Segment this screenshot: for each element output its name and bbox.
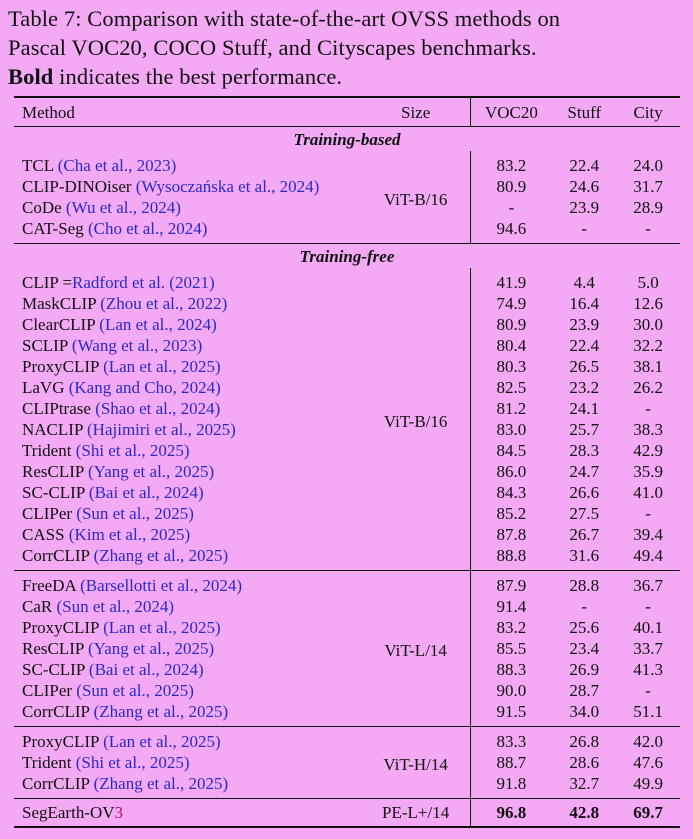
stuff-value: - (581, 597, 588, 616)
city-value: 5.0 (637, 273, 659, 292)
citation-link[interactable]: (Cha et al., 2023) (57, 156, 177, 175)
city-value: 35.9 (633, 462, 663, 481)
size-cell: ViT-H/14 (362, 727, 470, 799)
table-row (14, 680, 680, 701)
method-name: CorrCLIP (22, 702, 94, 721)
method-cell (14, 773, 362, 799)
citation-link[interactable]: (Cho et al., 2024) (87, 219, 208, 238)
method-cell (14, 293, 362, 314)
city-value: 36.7 (616, 571, 680, 597)
table-row (14, 440, 680, 461)
stuff-value: 25.7 (569, 420, 600, 439)
table-row (14, 503, 680, 524)
stuff-value: 42.8 (552, 799, 616, 828)
citation-link[interactable]: (Lan et al., 2024) (99, 315, 217, 334)
city-value: 24.0 (633, 156, 663, 175)
stuff-value: 31.6 (569, 546, 600, 565)
stuff-value: 23.9 (569, 315, 600, 334)
method-cell (14, 314, 362, 335)
ours-row (14, 799, 680, 828)
stuff-value: 28.3 (569, 441, 600, 460)
table-row (14, 356, 680, 377)
city-value: 33.7 (633, 639, 663, 658)
city-value: 30.0 (633, 315, 663, 334)
caption-line-1: Table 7: Comparison with state-of-the-art OVSS methods on (8, 6, 561, 31)
city-value: 42.0 (616, 727, 680, 753)
stuff-value: 32.7 (569, 774, 600, 793)
table-row (14, 524, 680, 545)
citation-link[interactable]: (Zhang et al., 2025) (93, 702, 229, 721)
method-cell (14, 503, 362, 524)
table-header-row (14, 97, 680, 127)
method-name: Trident (22, 441, 76, 460)
stuff-value: 26.8 (552, 727, 616, 753)
stuff-value: 34.0 (569, 702, 600, 721)
city-value: 26.2 (633, 378, 663, 397)
stuff-value: 22.4 (569, 336, 600, 355)
city-value: - (645, 681, 651, 700)
city-value: 47.6 (633, 753, 663, 772)
table-row (14, 482, 680, 503)
table-caption (8, 4, 688, 91)
method-cell (14, 524, 362, 545)
size-cell: ViT-B/16 (362, 268, 470, 571)
method-cell (14, 571, 362, 597)
table-row (14, 335, 680, 356)
method-name: CLIPer (22, 681, 77, 700)
citation-link[interactable]: (Bai et al., 2024) (88, 483, 204, 502)
header-method: Method (14, 97, 362, 127)
city-value: 12.6 (633, 294, 663, 313)
method-cell (14, 377, 362, 398)
section-header-row (14, 244, 680, 269)
voc20-value: 91.5 (496, 702, 527, 721)
stuff-value: 22.4 (569, 156, 600, 175)
voc20-value: 80.4 (496, 336, 527, 355)
method-name: CorrCLIP (22, 546, 94, 565)
city-value: 32.2 (633, 336, 663, 355)
table-row (14, 617, 680, 638)
stuff-value: 24.7 (569, 462, 600, 481)
city-value: - (645, 219, 651, 238)
table-row (14, 638, 680, 659)
size-cell: ViT-B/16 (362, 151, 470, 244)
section-title: Training-based (14, 127, 680, 152)
method-name: ResCLIP (22, 639, 88, 658)
citation-link[interactable]: (Yang et al., 2025) (87, 462, 215, 481)
table-body (14, 127, 680, 828)
method-cell (14, 335, 362, 356)
voc20-value: 84.3 (496, 483, 527, 502)
voc20-value: 81.2 (496, 399, 527, 418)
table-row (14, 727, 680, 753)
city-value: 41.3 (633, 660, 663, 679)
citation-link[interactable]: (Bai et al., 2024) (88, 660, 204, 679)
citation-link[interactable]: (Yang et al., 2025) (87, 639, 215, 658)
voc20-value: 91.4 (496, 597, 527, 616)
citation-link[interactable]: (Wysoczańska et al., 2024) (135, 177, 320, 196)
city-value: 31.7 (633, 177, 663, 196)
method-name: SegEarth-OV (22, 803, 115, 822)
header-size: Size (362, 97, 470, 127)
stuff-value: 24.6 (569, 177, 600, 196)
table-row (14, 197, 680, 218)
citation-link[interactable]: (Barsellotti et al., 2024) (80, 576, 243, 595)
stuff-value: 23.4 (569, 639, 600, 658)
voc20-value: 88.3 (496, 660, 527, 679)
method-cell (14, 596, 362, 617)
table-row (14, 176, 680, 197)
table-row (14, 314, 680, 335)
method-name: CASS (22, 525, 69, 544)
stuff-value: 16.4 (569, 294, 600, 313)
voc20-value: 82.5 (496, 378, 527, 397)
voc20-value: 83.2 (496, 156, 527, 175)
citation-link[interactable]: (Shi et al., 2025) (75, 441, 190, 460)
stuff-value: 23.9 (569, 198, 600, 217)
citation-link[interactable]: (Sun et al., 2025) (76, 504, 194, 523)
city-value: 42.9 (633, 441, 663, 460)
method-cell (14, 617, 362, 638)
section-title: Training-free (14, 244, 680, 269)
method-name: SC-CLIP (22, 483, 89, 502)
voc20-value: 88.8 (496, 546, 527, 565)
citation-link[interactable]: (Lan et al., 2025) (103, 732, 221, 751)
stuff-value: 25.6 (569, 618, 600, 637)
city-value: - (645, 597, 651, 616)
method-name: ProxyCLIP (22, 618, 104, 637)
method-cell (14, 659, 362, 680)
city-value: - (645, 504, 651, 523)
table-row (14, 461, 680, 482)
stuff-value: 26.5 (569, 357, 600, 376)
method-cell (14, 268, 362, 293)
table-row (14, 545, 680, 571)
method-cell (14, 356, 362, 377)
method-name: CAT-Seg (22, 219, 88, 238)
method-cell (14, 440, 362, 461)
method-name: ClearCLIP (22, 315, 100, 334)
method-name: FreeDA (22, 576, 81, 595)
citation-link[interactable]: (Zhou et al., 2022) (100, 294, 228, 313)
method-suffix: 3 (114, 803, 124, 822)
table-row (14, 151, 680, 176)
method-cell (14, 218, 362, 244)
header-city: City (616, 97, 680, 127)
method-name: CLIP-DINOiser (22, 177, 136, 196)
city-value: 40.1 (633, 618, 663, 637)
voc20-value: 83.3 (470, 727, 552, 753)
city-value: - (645, 399, 651, 418)
method-cell (14, 545, 362, 571)
city-value: 69.7 (616, 799, 680, 828)
method-cell (14, 197, 362, 218)
city-value: 38.1 (633, 357, 663, 376)
table-row (14, 701, 680, 727)
method-cell (14, 398, 362, 419)
method-cell (14, 799, 362, 828)
method-name: CoDe (22, 198, 66, 217)
voc20-value: 86.0 (496, 462, 527, 481)
table-row (14, 419, 680, 440)
city-value: 49.9 (633, 774, 663, 793)
method-name: CLIPer (22, 504, 77, 523)
method-cell (14, 461, 362, 482)
method-name: ProxyCLIP (22, 732, 104, 751)
voc20-value: - (508, 198, 515, 217)
citation-link[interactable]: (Wu et al., 2024) (65, 198, 181, 217)
city-value: 38.3 (633, 420, 663, 439)
citation-link[interactable]: (Zhang et al., 2025) (93, 774, 229, 793)
stuff-value: - (581, 219, 588, 238)
table-row (14, 659, 680, 680)
method-name: SCLIP (22, 336, 72, 355)
method-cell (14, 727, 362, 753)
citation-link[interactable]: (Sun et al., 2025) (76, 681, 194, 700)
comparison-table (14, 96, 680, 828)
method-name: CLIPtrase (22, 399, 96, 418)
method-name: ResCLIP (22, 462, 88, 481)
citation-link[interactable]: Radford et al. (2021) (72, 273, 215, 292)
method-cell (14, 419, 362, 440)
table-row (14, 377, 680, 398)
voc20-value: 74.9 (496, 294, 527, 313)
header-stuff: Stuff (552, 97, 616, 127)
city-value: 39.4 (633, 525, 663, 544)
stuff-value: 26.9 (569, 660, 600, 679)
method-name: CaR (22, 597, 57, 616)
table-row (14, 571, 680, 597)
voc20-value: 80.9 (496, 177, 527, 196)
table-row (14, 596, 680, 617)
citation-link[interactable]: (Shao et al., 2024) (95, 399, 221, 418)
method-name: MaskCLIP (22, 294, 101, 313)
voc20-value: 91.8 (496, 774, 527, 793)
stuff-value: 4.4 (573, 273, 595, 292)
stuff-value: 28.6 (569, 753, 600, 772)
method-name: Trident (22, 753, 76, 772)
voc20-value: 80.3 (496, 357, 527, 376)
method-name: ProxyCLIP (22, 357, 104, 376)
citation-link[interactable]: (Wang et al., 2023) (71, 336, 203, 355)
citation-link[interactable]: (Hajimiri et al., 2025) (87, 420, 236, 439)
city-value: 51.1 (633, 702, 663, 721)
stuff-value: 28.8 (552, 571, 616, 597)
stuff-value: 26.7 (569, 525, 600, 544)
voc20-value: 88.7 (496, 753, 527, 772)
citation-link[interactable]: (Lan et al., 2025) (103, 357, 221, 376)
stuff-value: 26.6 (569, 483, 600, 502)
method-cell (14, 482, 362, 503)
voc20-value: 87.8 (496, 525, 527, 544)
voc20-value: 96.8 (470, 799, 552, 828)
header-voc20: VOC20 (470, 97, 552, 127)
size-cell: ViT-L/14 (362, 571, 470, 727)
method-cell (14, 176, 362, 197)
stuff-value: 27.5 (569, 504, 600, 523)
citation-link[interactable]: (Lan et al., 2025) (103, 618, 221, 637)
stuff-value: 24.1 (569, 399, 600, 418)
citation-link[interactable]: (Sun et al., 2024) (56, 597, 175, 616)
method-name: SC-CLIP (22, 660, 89, 679)
method-name: CorrCLIP (22, 774, 94, 793)
method-cell (14, 752, 362, 773)
voc20-value: 83.0 (496, 420, 527, 439)
method-name: CLIP = (22, 273, 73, 292)
method-cell (14, 151, 362, 176)
voc20-value: 85.5 (496, 639, 527, 658)
voc20-value: 80.9 (496, 315, 527, 334)
voc20-value: 85.2 (496, 504, 527, 523)
voc20-value: 90.0 (496, 681, 527, 700)
city-value: 41.0 (633, 483, 663, 502)
caption-line-3-rest: indicates the best performance. (53, 64, 343, 89)
method-cell (14, 680, 362, 701)
voc20-value: 83.2 (496, 618, 527, 637)
voc20-value: 84.5 (496, 441, 527, 460)
citation-link[interactable]: (Kim et al., 2025) (68, 525, 191, 544)
caption-line-3 (8, 62, 688, 91)
method-name: TCL (22, 156, 58, 175)
voc20-value: 94.6 (496, 219, 527, 238)
method-name: LaVG (22, 378, 69, 397)
table-row (14, 268, 680, 293)
table-row (14, 752, 680, 773)
caption-bold-word: Bold (8, 64, 54, 89)
method-cell (14, 701, 362, 727)
city-value: 28.9 (633, 198, 663, 217)
stuff-value: 28.7 (569, 681, 600, 700)
citation-link[interactable]: (Kang and Cho, 2024) (68, 378, 221, 397)
table-row (14, 293, 680, 314)
stuff-value: 23.2 (569, 378, 600, 397)
method-name: NACLIP (22, 420, 88, 439)
table-row (14, 398, 680, 419)
voc20-value: 41.9 (496, 273, 527, 292)
section-header-row (14, 127, 680, 152)
citation-link[interactable]: (Zhang et al., 2025) (93, 546, 229, 565)
table-row (14, 218, 680, 244)
table-row (14, 773, 680, 799)
size-cell: PE-L+/14 (362, 799, 470, 828)
voc20-value: 87.9 (470, 571, 552, 597)
citation-link[interactable]: (Shi et al., 2025) (75, 753, 190, 772)
caption-line-2: Pascal VOC20, COCO Stuff, and Cityscapes benchmarks. (8, 35, 537, 60)
city-value: 49.4 (633, 546, 663, 565)
method-cell (14, 638, 362, 659)
